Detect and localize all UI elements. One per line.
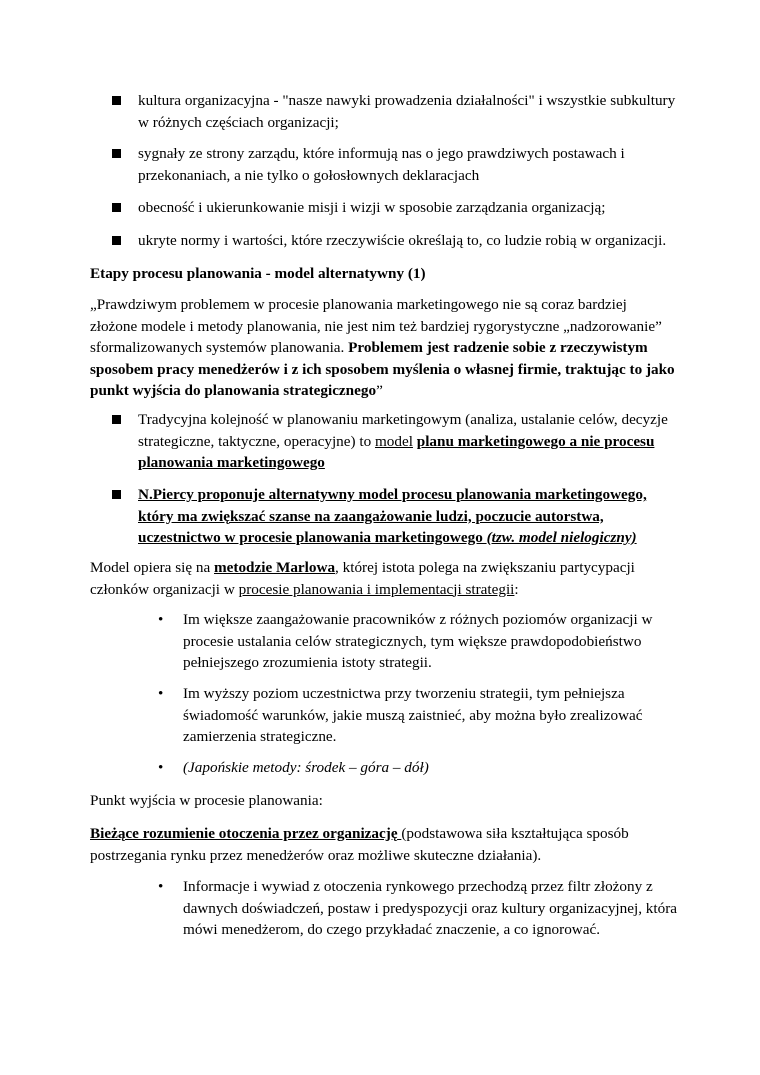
list-item: kultura organizacyjna - "nasze nawyki prowadzenia działalności" i wszystkie subkultury w różnych częściach organizacji;: [112, 90, 682, 133]
square-bullet-icon: [112, 490, 121, 499]
bullet-icon: •: [158, 759, 164, 776]
start-point-text: Punkt wyjścia w procesie planowania:: [90, 792, 323, 809]
list-item: N.Piercy proponuje alternatywny model procesu planowania marketingowego, który ma zwiększać szanse na zaangażowanie ludzi, poczucie autorstwa, uczestnictwo w procesie planowania marketingowego (tzw. model nielogiczny): [112, 484, 682, 549]
model-paragraph: Model opiera się na metodzie Marlowa, której istota polega na zwiększaniu partycypacji członków organizacji w procesie planowania i implementacji strategii:: [90, 559, 635, 598]
list-item: • (Japońskie metody: środek – góra – dół): [158, 757, 678, 779]
list-item: Tradycyjna kolejność w planowaniu marketingowym (analiza, ustalanie celów, decyzje strategiczne, taktyczne, operacyjne) to model planu marketingowego a nie procesu planowania marketingowego: [112, 409, 682, 474]
square-bullet-icon: [112, 203, 121, 212]
list-item: • Informacje i wywiad z otoczenia rynkowego przechodzą przez filtr złożony z dawnych doświadczeń, postaw i predyspozycji oraz kultury organizacyjnej, która mówi menedżerom, do czego przykładać znaczenie, a co ignorować.: [158, 878, 677, 938]
list-item: ukryte normy i wartości, które rzeczywiście określają to, co ludzie robią w organizacji.: [112, 230, 692, 252]
square-bullet-icon: [112, 236, 121, 245]
square-bullet-icon: [112, 415, 121, 424]
section-heading: Etapy procesu planowania - model alternatywny (1): [90, 265, 426, 282]
current-understanding-paragraph: Bieżące rozumienie otoczenia przez organizację (podstawowa siła kształtująca sposób postrzegania rynku przez menedżerów oraz możliwe skuteczne działania).: [90, 825, 629, 864]
bullet-icon: •: [158, 685, 164, 702]
list-item: • Im wyższy poziom uczestnictwa przy tworzeniu strategii, tym pełniejsza świadomość warunków, jakie muszą zaistnieć, aby można było zrealizować zamierzenia strategiczne.: [158, 685, 643, 745]
bullet-icon: •: [158, 611, 164, 628]
quote-paragraph: „Prawdziwym problemem w procesie planowania marketingowego nie są coraz bardziej złożone modele i metody planowania, nie jest nim też bardziej rygorystyczne „nadzorowanie” sformalizowanych systemów planowania. Problemem jest radzenie sobie z rzeczywistym sposobem pracy menedżerów i z ich sposobem myślenia o własnej firmie, traktując to jako punkt wyjścia do planowania strategicznego”: [90, 296, 675, 399]
list-item: obecność i ukierunkowanie misji i wizji w sposobie zarządzania organizacją;: [112, 197, 682, 219]
square-bullet-icon: [112, 149, 121, 158]
list-item: sygnały ze strony zarządu, które informują nas o jego prawdziwych postawach i przekonaniach, a nie tylko o gołosłownych deklaracjach: [112, 143, 682, 186]
square-bullet-icon: [112, 96, 121, 105]
bullet-icon: •: [158, 878, 164, 895]
list-item: • Im większe zaangażowanie pracowników z różnych poziomów organizacji w procesie ustalania celów strategicznych, tym większe prawdopodobieństwo pełniejszego zrozumienia istoty strategii.: [158, 611, 653, 671]
